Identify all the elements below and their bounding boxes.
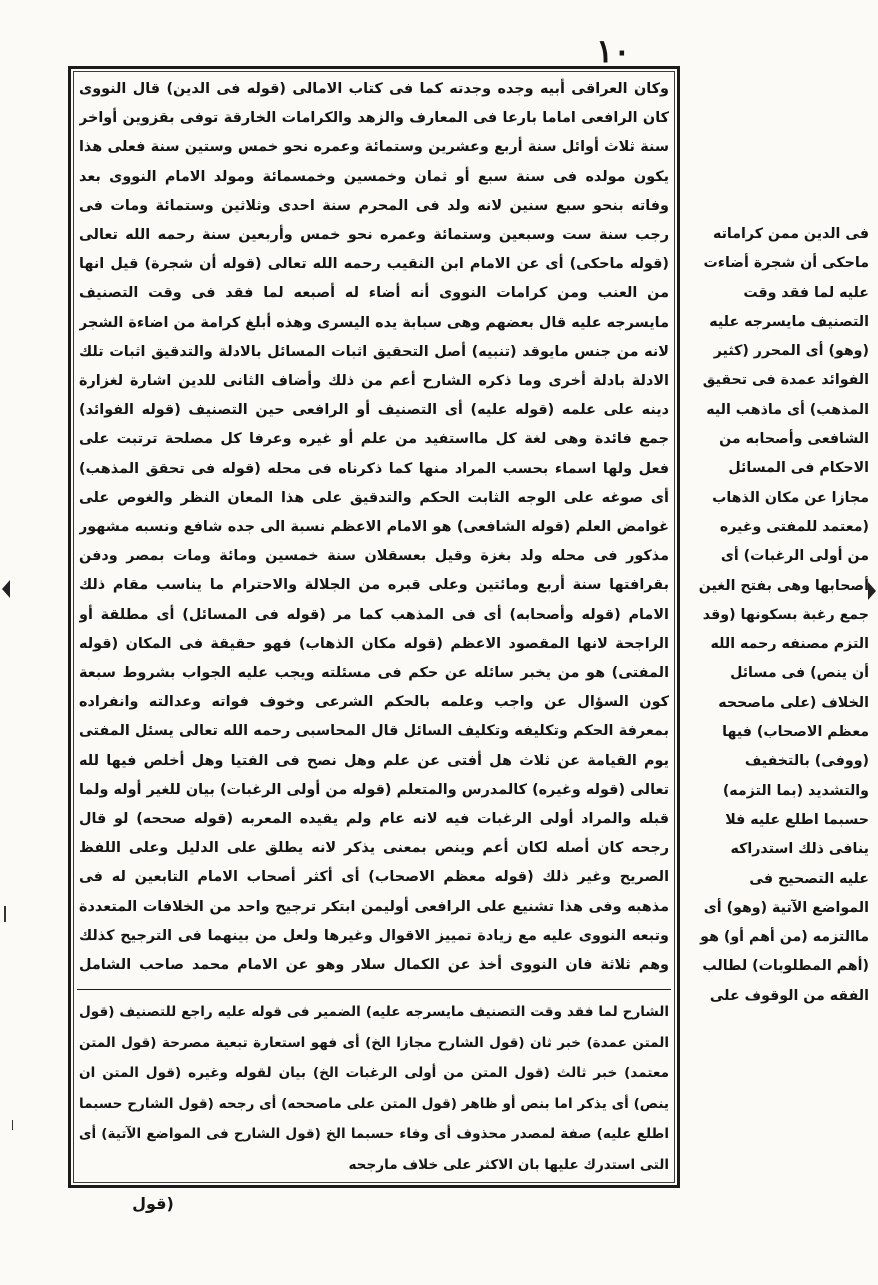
right-edge-mark-icon <box>868 582 876 600</box>
margin-commentary <box>697 220 869 1060</box>
main-commentary <box>79 75 669 983</box>
text-frame <box>68 66 680 1188</box>
footnote-commentary <box>79 997 669 1173</box>
footnote-paragraph: الشارح لما فقد وقت التصنيف مايسرجه عليه) الضمير فى قوله عليه راجع للتصنيف (قول المتن عمدة) خبر ثان (قول الشارح مجازا الخ) أى فهو استعارة تبعية مصرحة (قول المتن معتمد) خبر ثالث (قول المتن من أولى الرغبات الخ) بيان لقوله وغيره (قول المتن ان ينص) أى يذكر اما بنص أو ظاهر (قول المتن على ماصححه) أى رجحه (قول الشارح حسبما اطلع عليه) صفة لمصدر محذوف أى وفاء حسبما الخ (قول الشارح فى المواضع الآتية) أى التى استدرك عليها بان الاكثر على خلاف مارجحه <box>79 1004 669 1173</box>
binding-mark <box>4 906 6 922</box>
main-commentary-paragraph: وكان العراقى أبيه وجده وجدته كما فى كتاب الامالى (قوله فى الدين) قال النووى كان الرافعى اماما بارعا فى المعارف والزهد والكرامات الخارقة توفى بقزوين أواخر سنة ثلاث أوائل سنة أربع وعشرين وستمائة وعمره نحو خمس وستين سنة فعلى هذا يكون مولده فى سنة سبع أو ثمان وخمسين وخمسمائة ومولد الامام النووى بعد وفاته بنحو سبع سنين لانه ولد فى المحرم سنة احدى وثلاثين وستمائة ومات فى رجب سنة ست وسبعين وستمائة وعمره نحو خمس وأربعين سنة رحمه الله تعالى (قوله ماحكى) أى عن الامام ابن النقيب رحمه الله تعالى (قوله أن شجرة) قيل انها من العنب ومن كرامات النووى أنه أضاء له أصبعه لما فقد فى وقت التصنيف مايسرجه عليه قال بعضهم وهى سبابة يده اليسرى وهذه أبلغ كرامة من اضاءة الشجر لانه من جنس مايوقد (تنبيه) أصل التحقيق اثبات المسائل بالادلة والتدقيق اثبات تلك الادلة بادلة أخرى وما ذكره الشارح أعم من ذلك وأضاف الثانى للدين اشارة لغزارة دينه على علمه (قوله عليه) أى التصنيف أو الرافعى حين التصنيف (قوله الفوائد) جمع فائدة وهى لغة كل مااستفيد من علم أو غيره وعرفا كل مصلحة ترتبت على فعل ولها اسماء بحسب المراد منها كما ذكرناه فى محله (قوله فى تحقق المذهب) أى صوغه على الوجه الثابت الحكم والتدقيق على هذا المعان النظر والغوص على غوامض العلم (قوله الشافعى) هو الامام الاعظم نسبة الى جده شافع ونسبه مشهور مذكور فى محله ولد بغزة وقيل بعسقلان سنة خمسين ومائة ومات بمصر ودفن بقرافتها سنة أربع ومائتين وعلى قبره من الجلالة والاحترام ما يناسب مقام ذلك الامام (قوله وأصحابه) أى فى المذهب كما مر (قوله فى المسائل) أى مطلقة أو الراجحة لانها المقصود الاعظم (قوله مكان الذهاب) فهو حقيقة فى المكان (قوله المفتى) هو من يخبر سائله عن حكم فى مسئلته ويجب عليه الجواب بشروط سبعة كون السؤال عن واجب وعلمه بالحكم الشرعى وخوف فواته وعدالته وانفراده بمعرفة الحكم وتكليفه وتكليف السائل قال المحاسبى رحمه الله تعالى يسئل المفتى يوم القيامة عن ثلاث هل أفتى عن علم وهل نصح فى الفتيا وهل أخلص فيها لله تعالى (قوله وغيره) كالمدرس والمتعلم (قوله من أولى الرغبات) بيان للغير أوله ولما قبله والمراد أولى الرغبات فيه لانه عام ولم يقيده المعربه (قوله صححه) لو قال رجحه كان أصله لكان أعم وينص بمعنى يذكر لانه يطلق على الدليل وعلى اللفظ الصريح وغير ذلك (قوله معظم الاصحاب) أى أكثر أصحاب الامام التابعين له فى مذهبه وفى هذا تشنيع على الرافعى أوليمن ابتكر ترجيح واحد من الخلافات المتعددة وتبعه النووى عليه مع زيادة تمييز الاقوال وغيرها ولعل من بينهما فى الترجيح كذلك وهم ثلاثة فان النووى أخذ عن الكمال سلار وهو عن الامام محمد صاحب الشامل <box>79 81 669 974</box>
left-edge-mark-icon <box>2 580 10 598</box>
page-number: ١٠ <box>596 32 631 70</box>
margin-paragraph: فى الدين ممن كراماته ماحكى أن شجرة أضاءت عليه لما فقد وقت التصنيف مايسرجه عليه (وهو) أى المحرر (كثير الفوائد عمدة فى تحقيق المذهب) أى ماذهب اليه الشافعى وأصحابه من الاحكام فى المسائل مجازا عن مكان الذهاب (معتمد للمفتى وغيره من أولى الرغبات) أى أصحابها وهى بفتح الغين جمع رغبة بسكونها (وقد التزم مصنفه رحمه الله أن ينص) فى مسائل الخلاف (على ماصححه معظم الاصحاب) فيها (ووفى) بالتخفيف والتشديد (بما التزمه) حسبما اطلع عليه فلا ينافى ذلك استدراكه عليه التصحيح فى المواضع الآتية (وهو) أى ماالتزمه (من أهم أو) هو (أهم المطلوبات) لطالب الفقه من الوقوف على <box>698 226 869 1004</box>
binding-mark <box>12 1120 13 1130</box>
catchword: (قول <box>132 1194 174 1213</box>
footnote-separator <box>77 989 671 990</box>
